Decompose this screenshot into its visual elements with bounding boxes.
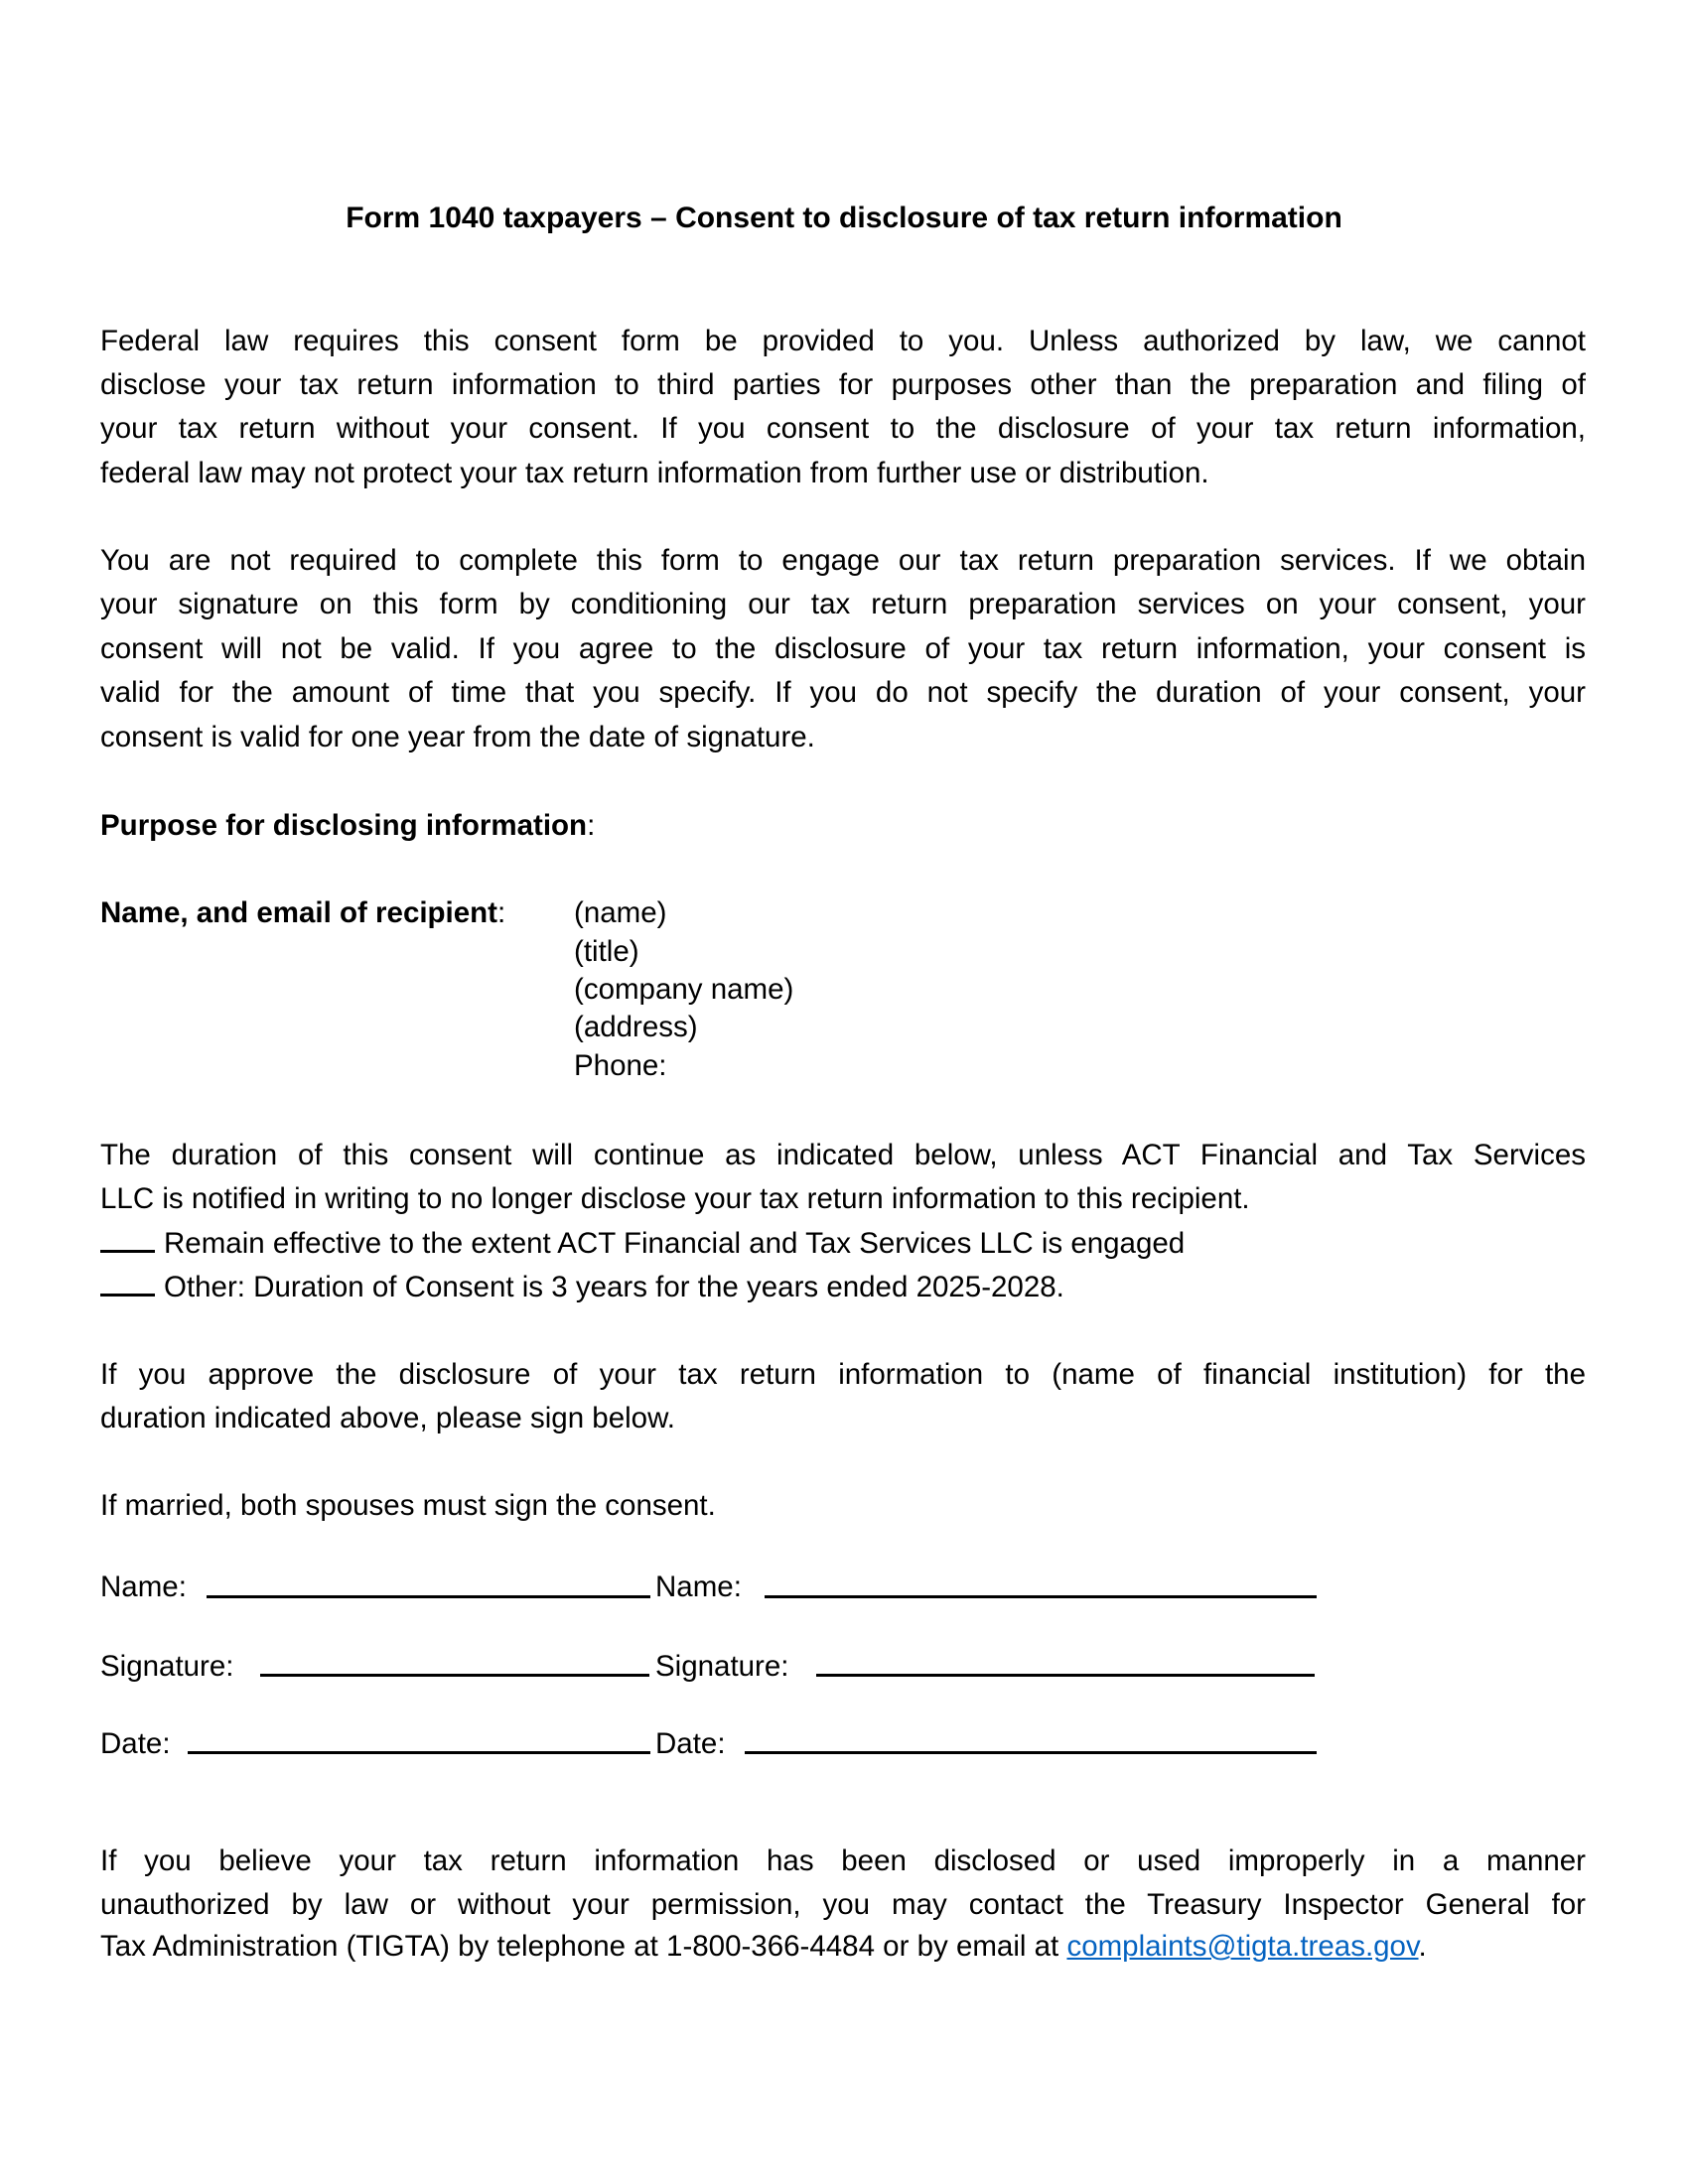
recipient-heading [100, 898, 505, 928]
period: . [1418, 1930, 1427, 1963]
left-signature-field[interactable] [260, 1674, 649, 1677]
tigta-contact-text: Tax Administration (TIGTA) by telephone at 1-800-366-4484 or by email at [100, 1930, 1067, 1963]
duration-line: LLC is notified in writing to no longer disclose your tax return information to this recipient. [100, 1182, 1250, 1215]
intro-line: federal law may not protect your tax return information from further use or distribution. [100, 457, 1209, 489]
recipient-phone-field: Phone: [574, 1049, 667, 1082]
recipient-label: Name, and email of recipient [100, 896, 498, 929]
purpose-heading [100, 811, 1586, 841]
checkbox-blank[interactable] [100, 1226, 155, 1253]
intro-line: disclose your tax return information to third parties for purposes other than the preparation and filing of [100, 368, 1586, 401]
left-name-label: Name: [100, 1570, 187, 1603]
duration-option-engaged[interactable] [100, 1226, 1586, 1259]
tigta-line: unauthorized by law or without your permission, you may contact the Treasury Inspector General for [100, 1888, 1586, 1921]
validity-line: You are not required to complete this form to engage our tax return preparation services. If we obtain [100, 544, 1586, 577]
recipient-name-field: (name) [574, 896, 667, 929]
intro-line: Federal law requires this consent form be provided to you. Unless authorized by law, we cannot [100, 325, 1586, 357]
purpose-label: Purpose for disclosing information [100, 809, 588, 842]
right-name-field[interactable] [765, 1595, 1317, 1598]
validity-line: your signature on this form by conditioning our tax return preparation services on your consent, your [100, 588, 1586, 620]
validity-line: consent is valid for one year from the date of signature. [100, 721, 815, 753]
option-text: Other: Duration of Consent is 3 years for the years ended 2025-2028. [164, 1271, 1064, 1303]
right-signature-label: Signature: [655, 1650, 789, 1683]
tigta-line: If you believe your tax return information has been disclosed or used improperly in a manner [100, 1844, 1586, 1877]
left-date-label: Date: [100, 1727, 171, 1760]
validity-line: valid for the amount of time that you specify. If you do not specify the duration of your consent, your [100, 676, 1586, 709]
approve-line: duration indicated above, please sign below. [100, 1402, 675, 1434]
recipient-company-field: (company name) [574, 973, 794, 1006]
tigta-line [100, 1932, 1586, 1962]
married-note: If married, both spouses must sign the consent. [100, 1489, 716, 1522]
duration-option-other[interactable] [100, 1270, 1586, 1302]
recipient-title-field: (title) [574, 935, 639, 968]
right-date-label: Date: [655, 1727, 726, 1760]
right-name-label: Name: [655, 1570, 742, 1603]
left-date-field[interactable] [188, 1751, 650, 1754]
left-signature-label: Signature: [100, 1650, 234, 1683]
approve-line: If you approve the disclosure of your tax return information to (name of financial institution) for the [100, 1358, 1586, 1391]
validity-line: consent will not be valid. If you agree to the disclosure of your tax return information, your consent is [100, 632, 1586, 665]
purpose-colon: : [587, 809, 596, 842]
recipient-address-field: (address) [574, 1011, 698, 1043]
right-signature-field[interactable] [816, 1674, 1315, 1677]
option-text: Remain effective to the extent ACT Financial and Tax Services LLC is engaged [164, 1227, 1186, 1260]
left-name-field[interactable] [207, 1595, 650, 1598]
recipient-colon: : [497, 896, 506, 929]
checkbox-blank[interactable] [100, 1270, 155, 1297]
right-date-field[interactable] [745, 1751, 1317, 1754]
page-title: Form 1040 taxpayers – Consent to disclosure of tax return information [346, 202, 1342, 234]
intro-line: your tax return without your consent. If you consent to the disclosure of your tax return information, [100, 412, 1586, 445]
duration-line: The duration of this consent will continue as indicated below, unless ACT Financial and Tax Services [100, 1139, 1586, 1171]
tigta-email-link[interactable]: complaints@tigta.treas.gov [1066, 1930, 1419, 1963]
